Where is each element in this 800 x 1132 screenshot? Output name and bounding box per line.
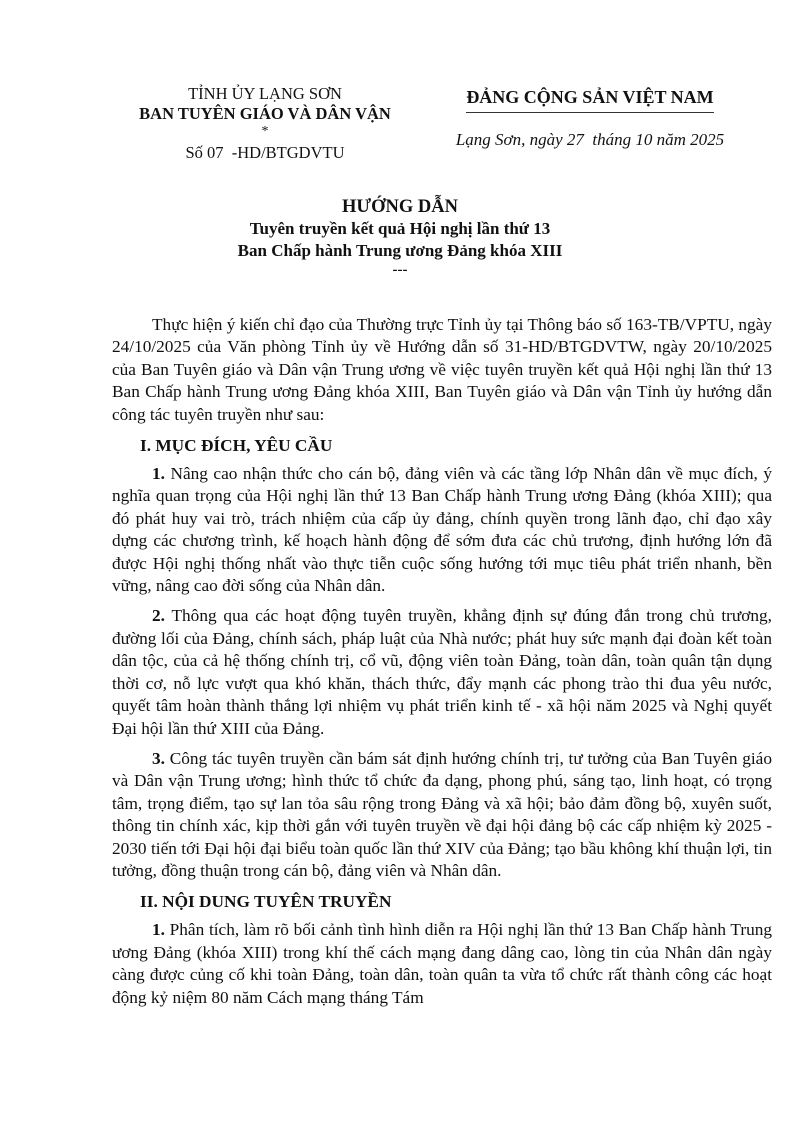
item-number: 2. bbox=[152, 606, 165, 626]
parent-agency: TỈNH ỦY LẠNG SƠN bbox=[188, 84, 342, 103]
list-item bbox=[112, 748, 772, 882]
title-separator: --- bbox=[392, 262, 408, 278]
national-header-block bbox=[430, 84, 750, 151]
party-motto: ĐẢNG CỘNG SẢN VIỆT NAM bbox=[466, 84, 713, 113]
item-text: Nâng cao nhận thức cho cán bộ, đảng viên và các tầng lớp Nhân dân về mục đích, ý nghĩa quan trọng của Hội nghị lần thứ 13 Ban Chấp hành Trung ương Đảng (khóa XIII); qua đó phát huy vai trò, trách nhiệm của cấp ủy đảng, chính quyền trong lãnh đạo, chỉ đạo xây dựng các chương trình, kế hoạch hành động để sớm đưa các chủ trương, định hướng lớn đã được Hội nghị thống nhất vào thực tiễn cuộc sống hướng tới mục tiêu phát triển nhanh, bền vững, nâng cao đời sống của Nhân dân. bbox=[112, 464, 772, 596]
section-heading: II. NỘI DUNG TUYÊN TRUYỀN bbox=[140, 892, 392, 912]
document-number: Số 07 -HD/BTGDVTU bbox=[185, 143, 345, 162]
document-type: HƯỚNG DẪN bbox=[342, 197, 458, 217]
document-subtitle-line2: Ban Chấp hành Trung ương Đảng khóa XIII bbox=[237, 241, 563, 260]
agency-name: BAN TUYÊN GIÁO VÀ DÂN VẬN bbox=[139, 104, 391, 123]
item-text: Công tác tuyên truyền cần bám sát định hướng chính trị, tư tưởng của Ban Tuyên giáo và Dân vận Trung ương; hình thức tổ chức đa dạng, phong phú, sáng tạo, linh hoạt, có trọng tâm, trọng điểm, tạo sự lan tỏa sâu rộng trong Đảng và xã hội; bảo đảm đồng bộ, xuyên suốt, thông tin chính xác, kịp thời gắn với tuyên truyền về đại hội đảng bộ các cấp nhiệm kỳ 2025 - 2030 tiến tới Đại hội đại biểu toàn quốc lần thứ XIV của Đảng; tạo bầu không khí thuận lợi, tin tưởng, đồng thuận trong cán bộ, đảng viên và Nhân dân. bbox=[112, 748, 772, 880]
item-number: 1. bbox=[152, 464, 165, 484]
section-heading: I. MỤC ĐÍCH, YÊU CẦU bbox=[140, 436, 333, 456]
document-subtitle-line1: Tuyên truyền kết quả Hội nghị lần thứ 13 bbox=[249, 219, 551, 238]
document-title-block bbox=[100, 196, 700, 278]
list-item bbox=[112, 605, 772, 739]
item-text: Phân tích, làm rõ bối cảnh tình hình diễn ra Hội nghị lần thứ 13 Ban Chấp hành Trung ương Đảng (khóa XIII) trong khí thế cách mạng đang dâng cao, lòng tin của Nhân dân ngày càng được củng cố khi toàn Đảng, toàn dân, toàn quân ta vừa tổ chức rất thành công các hoạt động kỷ niệm 80 năm Cách mạng tháng Tám bbox=[112, 920, 772, 1007]
intro-paragraph: Thực hiện ý kiến chỉ đạo của Thường trực Tỉnh ủy tại Thông báo số 163-TB/VPTU, ngày 24/10/2025 của Văn phòng Tỉnh ủy về Hướng dẫn số 31-HD/BTGDVTW, ngày 20/10/2025 của Ban Tuyên giáo và Dân vận Trung ương về việc tuyên truyền kết quả Hội nghị lần thứ 13 Ban Chấp hành Trung ương Đảng khóa XIII, Ban Tuyên giáo và Dân vận Tỉnh ủy hướng dẫn công tác tuyên truyền như sau: bbox=[112, 315, 772, 424]
document-body bbox=[112, 314, 772, 1009]
star-separator: * bbox=[261, 124, 269, 139]
item-number: 3. bbox=[152, 748, 165, 768]
issuing-agency-block bbox=[110, 84, 420, 164]
item-number: 1. bbox=[152, 920, 165, 940]
list-item bbox=[112, 463, 772, 597]
place-and-date: Lạng Sơn, ngày 27 tháng 10 năm 2025 bbox=[455, 130, 725, 149]
list-item bbox=[112, 919, 772, 1009]
item-text: Thông qua các hoạt động tuyên truyền, khẳng định sự đúng đắn trong chủ trương, đường lối của Đảng, chính sách, pháp luật của Nhà nước; phát huy sức mạnh đại đoàn kết toàn dân tộc, của cả hệ thống chính trị, cổ vũ, động viên toàn Đảng, toàn dân, toàn quân tận dụng thời cơ, nỗ lực vượt qua khó khăn, thách thức, đẩy mạnh các phong trào thi đua yêu nước, quyết tâm hoàn thành thắng lợi nhiệm vụ phát triển kinh tế - xã hội năm 2025 và Nghị quyết Đại hội lần thứ XIII của Đảng. bbox=[112, 606, 772, 738]
